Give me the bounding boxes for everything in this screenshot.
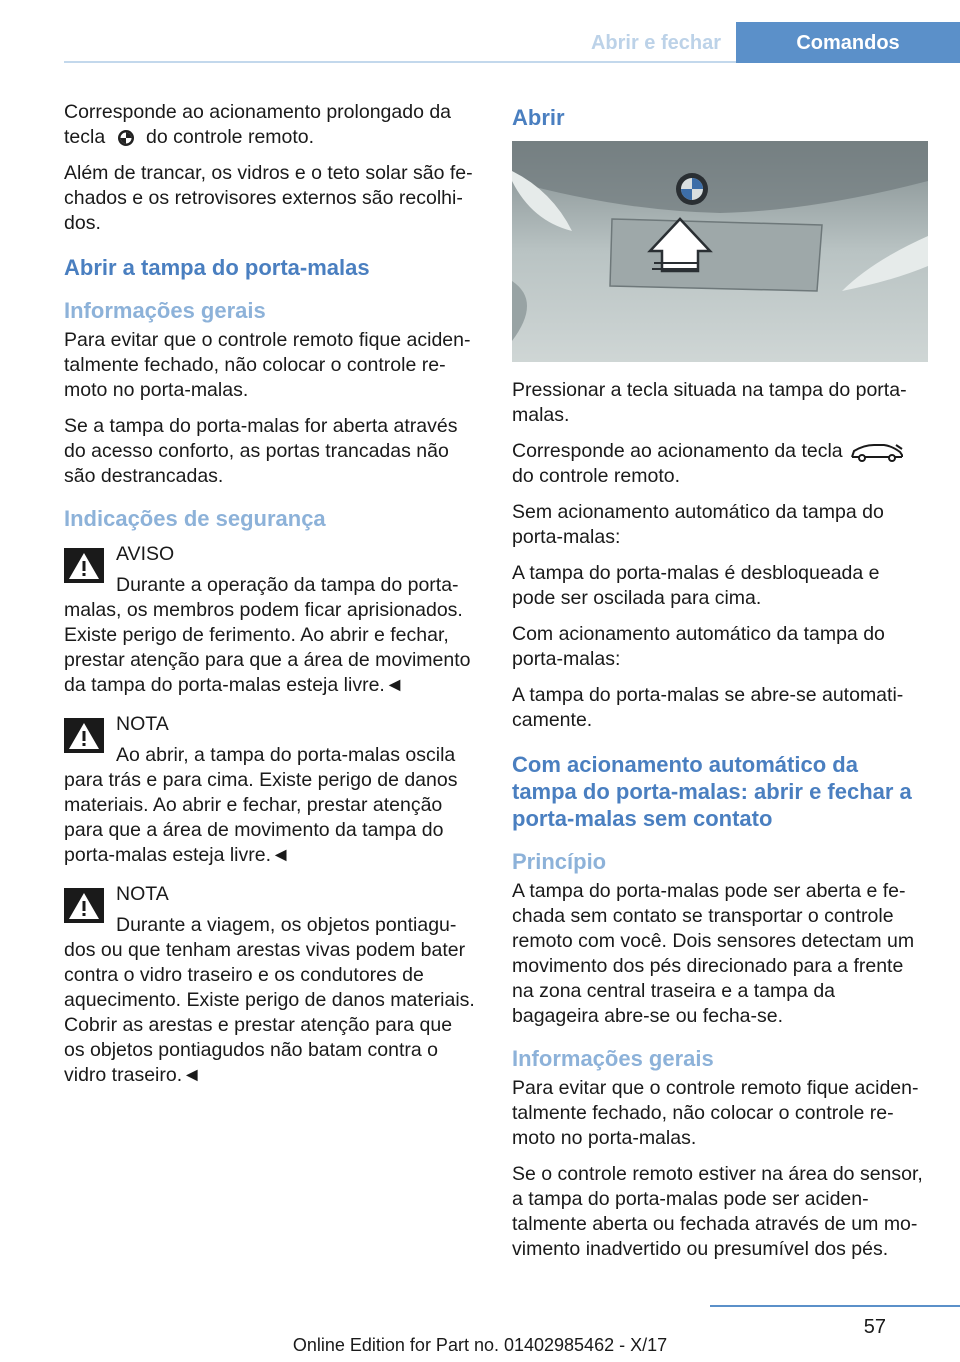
warning-triangle-icon [64,718,104,753]
right-column [512,100,926,1273]
paragraph [512,439,926,489]
section-heading: Abrir a tampa do porta-malas [64,255,370,280]
page-number: 57 [863,1316,886,1338]
warning-text: Durante a viagem, os objetos pontiagudos ou que tenham arestas vivas podem bater contra o vidro traseiro e os condutores de aquecimento. Existe perigo de danos materiais. Cobrir as arestas e prestar atenção para que os objetos pontiagudos não batam contra o vidro traseiro.◄ [64,914,475,1086]
subsection-heading: Indicações de segurança [64,506,326,531]
subsection-heading: Princípio [512,849,607,874]
paragraph: Pressionar a tecla situada na tampa do porta-malas. [512,379,907,426]
subsection-heading: Informações gerais [512,1046,714,1071]
paragraph: Para evitar que o controle remoto fique acidentalmente fechado, não colocar o controle remoto no porta-malas. [64,329,471,401]
warning-title: AVISO [116,543,175,565]
warning-triangle-icon [64,548,104,583]
warning-text: Durante a operação da tampa do porta-malas, os membros podem ficar aprisionados. Existe perigo de ferimento. Ao abrir e fechar, prestar atenção para que a área de movimento da tampa do porta-malas esteja livre.◄ [64,574,471,696]
text: Corresponde ao acionamento da tecla [512,440,843,462]
car-trunk-icon [848,441,906,463]
warning-title: NOTA [116,713,169,735]
paragraph: Se a tampa do porta-malas for aberta através do acesso conforto, as portas trancadas não são destrancadas. [64,415,458,487]
warning-block [64,882,478,1088]
bmw-logo-icon [111,128,141,148]
footer-rule [710,1305,960,1307]
section-heading: Com acionamento automático da tampa do porta-malas: abrir e fechar a porta-malas sem contato [512,752,912,831]
left-column [64,100,478,1102]
header-section-tab: Abrir e fechar [590,32,722,54]
text: do controle remoto. [146,126,315,148]
paragraph [64,100,478,150]
warning-title: NOTA [116,883,169,905]
warning-block [64,712,478,868]
paragraph: A tampa do porta-malas pode ser aberta e fechada sem contato se transportar o controle remoto com você. Dois sensores detectam um movimento dos pés direcionado para a frente na zona central traseira e a tampa da bagageira abre-se ou fecha-se. [512,880,915,1027]
trunk-button-illustration [512,141,928,362]
paragraph: Sem acionamento automático da tampa do porta-malas: [512,501,884,548]
header-chapter-tab: Comandos [736,22,960,63]
paragraph: Além de trancar, os vidros e o teto solar são fechados e os retrovisores externos são recolhidos. [64,162,473,234]
text: Corresponde ao acionamento prolongado da tecla [64,101,452,148]
warning-text: Ao abrir, a tampa do porta-malas oscila para trás e para cima. Existe perigo de danos materiais. Ao abrir e fechar, prestar atenção para que a área de movimento da tampa do porta-malas esteja livre.◄ [64,744,458,866]
paragraph: A tampa do porta-malas se abre-se automaticamente. [512,684,904,731]
paragraph: Se o controle remoto estiver na área do sensor, a tampa do porta-malas pode ser acidentalmente aberta ou fechada através de um movimento inadvertido ou presumível dos pés. [512,1163,923,1260]
warning-block [64,542,478,698]
paragraph: Com acionamento automático da tampa do porta-malas: [512,623,885,670]
text: do controle remoto. [512,465,681,487]
section-heading: Abrir [512,105,565,130]
warning-triangle-icon [64,888,104,923]
paragraph: A tampa do porta-malas é desbloqueada e pode ser oscilada para cima. [512,562,880,609]
subsection-heading: Informações gerais [64,298,266,323]
edition-footer: Online Edition for Part no. 01402985462 - X/17 [292,1335,668,1355]
paragraph: Para evitar que o controle remoto fique acidentalmente fechado, não colocar o controle remoto no porta-malas. [512,1077,919,1149]
